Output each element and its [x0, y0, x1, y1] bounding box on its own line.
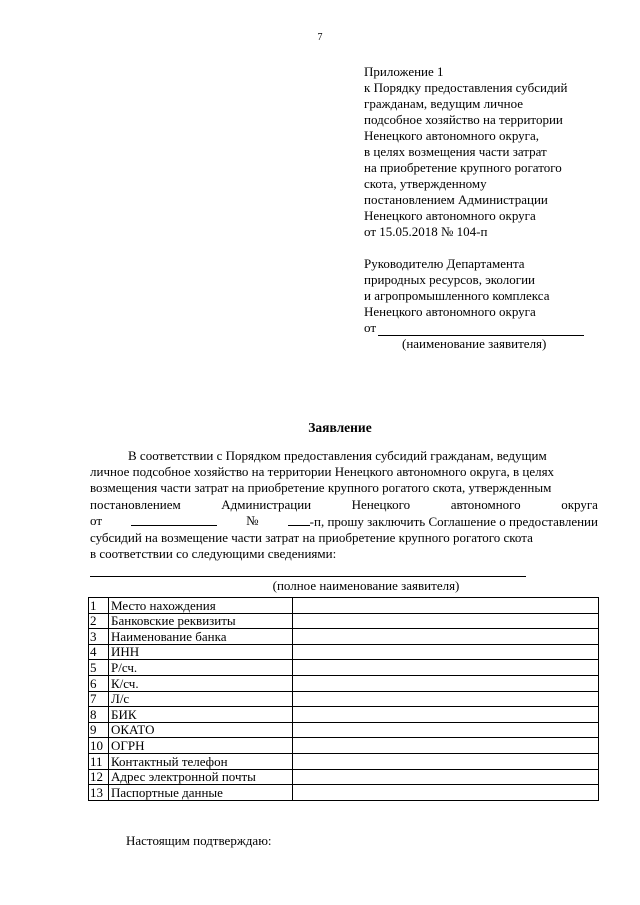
row-value-field[interactable] [293, 598, 599, 614]
number-sign: № [246, 512, 259, 528]
table-row [89, 675, 599, 691]
row-number: 1 [89, 598, 109, 614]
table-row [89, 769, 599, 785]
appendix-line: Ненецкого автономного округа [364, 208, 536, 223]
row-label: ОГРН [109, 738, 293, 754]
body-word: округа [561, 496, 598, 512]
table-row [89, 660, 599, 676]
table-row [89, 691, 599, 707]
body-line-6: субсидий на возмещение части затрат на приобретение крупного рогатого скота [90, 530, 533, 546]
body-line-7: в соответствии со следующими сведениями: [90, 546, 337, 562]
body-line-5 [90, 513, 598, 530]
row-label: Место нахождения [109, 598, 293, 614]
addressee-line: Руководителю Департамента [364, 256, 525, 271]
row-value-field[interactable] [293, 644, 599, 660]
row-value-field[interactable] [293, 785, 599, 801]
row-label: Паспортные данные [109, 785, 293, 801]
table-row [89, 785, 599, 801]
appendix-line: подсобное хозяйство на территории [364, 112, 563, 127]
row-value-field[interactable] [293, 722, 599, 738]
body-from-label: от [90, 512, 103, 528]
body-line-4 [90, 497, 598, 513]
table-row [89, 707, 599, 723]
row-label: К/сч. [109, 675, 293, 691]
appendix-line: постановлением Администрации [364, 192, 548, 207]
row-number: 3 [89, 629, 109, 645]
row-label: Адрес электронной почты [109, 769, 293, 785]
row-label: ОКАТО [109, 722, 293, 738]
appendix-line: скота, утвержденному [364, 176, 487, 191]
applicant-name-field[interactable] [378, 322, 584, 336]
application-body [90, 448, 598, 562]
page-number: 7 [317, 32, 323, 43]
row-value-field[interactable] [293, 629, 599, 645]
table-row [89, 722, 599, 738]
resolution-number-field[interactable] [288, 513, 310, 526]
row-number: 9 [89, 722, 109, 738]
row-value-field[interactable] [293, 660, 599, 676]
row-label: Контактный телефон [109, 753, 293, 769]
addressee-line: Ненецкого автономного округа [364, 304, 536, 319]
applicant-name-caption: (наименование заявителя) [402, 336, 547, 351]
table-row [89, 753, 599, 769]
addressee-line: и агропромышленного комплекса [364, 288, 550, 303]
row-value-field[interactable] [293, 691, 599, 707]
applicant-from-line [364, 320, 614, 336]
appendix-line: в целях возмещения части затрат [364, 144, 547, 159]
body-line-1: В соответствии с Порядком предоставления субсидий гражданам, ведущим [128, 448, 547, 463]
body-line-5-rest: -п, прошу заключить Соглашение о предоставлении [309, 513, 598, 529]
row-value-field[interactable] [293, 675, 599, 691]
table-row [89, 644, 599, 660]
addressee-block [364, 256, 614, 352]
row-value-field[interactable] [293, 707, 599, 723]
row-value-field[interactable] [293, 738, 599, 754]
row-number: 7 [89, 691, 109, 707]
appendix-line: от 15.05.2018 № 104-п [364, 224, 488, 239]
appendix-line: гражданам, ведущим личное [364, 96, 524, 111]
row-number: 12 [89, 769, 109, 785]
appendix-line: к Порядку предоставления субсидий [364, 80, 568, 95]
row-number: 11 [89, 753, 109, 769]
row-number: 13 [89, 785, 109, 801]
table-row [89, 613, 599, 629]
table-row [89, 738, 599, 754]
table-row [89, 629, 599, 645]
applicant-info-table [88, 597, 599, 801]
row-label: Наименование банка [109, 629, 293, 645]
applicant-full-name-caption: (полное наименование заявителя) [272, 578, 460, 593]
resolution-date-field[interactable] [131, 513, 217, 526]
row-value-field[interactable] [293, 613, 599, 629]
row-number: 8 [89, 707, 109, 723]
confirmation-heading: Настоящим подтверждаю: [126, 833, 272, 848]
appendix-line: на приобретение крупного рогатого [364, 160, 562, 175]
body-word: Администрации [221, 496, 312, 512]
body-line-3: возмещения части затрат на приобретение крупного рогатого скота, утвержденным [90, 480, 552, 496]
document-title: Заявление [308, 420, 372, 435]
appendix-line: Ненецкого автономного округа, [364, 128, 539, 143]
applicant-full-name-field[interactable] [90, 575, 526, 577]
from-label: от [364, 320, 377, 335]
appendix-line: Приложение 1 [364, 64, 444, 79]
row-number: 6 [89, 675, 109, 691]
body-line-2: личное подсобное хозяйство на территории Ненецкого автономного округа, в целях [90, 464, 555, 480]
row-value-field[interactable] [293, 769, 599, 785]
row-number: 2 [89, 613, 109, 629]
row-value-field[interactable] [293, 753, 599, 769]
row-label: БИК [109, 707, 293, 723]
row-number: 4 [89, 644, 109, 660]
table-row [89, 598, 599, 614]
row-label: ИНН [109, 644, 293, 660]
row-label: Р/сч. [109, 660, 293, 676]
row-number: 5 [89, 660, 109, 676]
appendix-block [364, 64, 614, 240]
body-word: постановлением [90, 496, 181, 512]
row-number: 10 [89, 738, 109, 754]
body-word: автономного [450, 496, 521, 512]
body-word: Ненецкого [351, 496, 411, 512]
addressee-line: природных ресурсов, экологии [364, 272, 535, 287]
row-label: Л/с [109, 691, 293, 707]
row-label: Банковские реквизиты [109, 613, 293, 629]
